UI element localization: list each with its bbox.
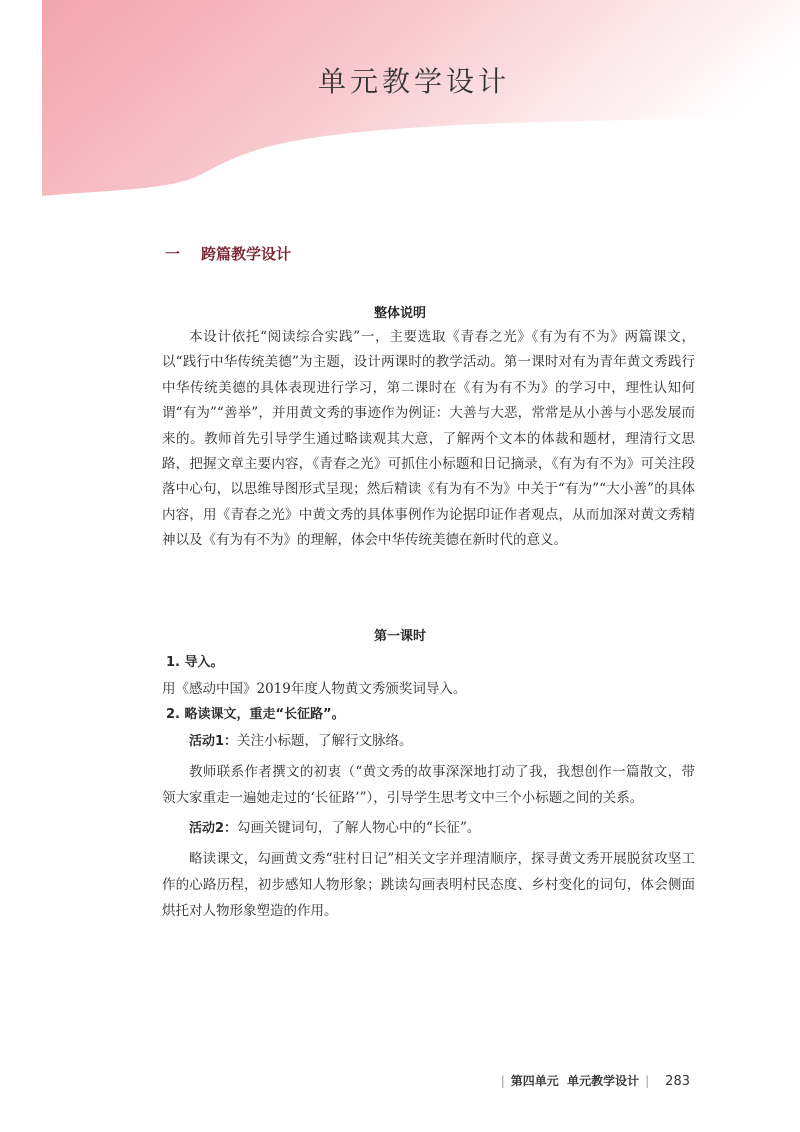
activity1-line: [162, 728, 695, 755]
activity2-paragraph: 略读课文，勾画黄文秀“驻村日记”相关文字并理清顺序，探寻黄文秀开展脱贫攻坚工作的心路历程，初步感知人物形象；跳读勾画表明村民态度、乡村变化的词句，体会侧面烘托对人物形象塑造的作用。: [162, 851, 695, 919]
activity1-text: 关注小标题，了解行文脉络。: [237, 733, 413, 749]
page-title: 单元教学设计: [317, 65, 510, 98]
header-banner: [0, 0, 800, 200]
step1-heading: 1. 导入。: [166, 655, 224, 670]
footer-divider: |: [500, 1074, 505, 1088]
section-title: 跨篇教学设计: [201, 245, 292, 263]
activity1-label: 活动1：: [189, 734, 238, 749]
activity2-label: 活动2：: [189, 821, 238, 836]
lesson1-content: [162, 650, 695, 928]
section-heading: [165, 243, 291, 264]
overview-title: 整体说明: [373, 306, 426, 321]
step2-heading: 2. 略读课文，重走“长征路”。: [166, 707, 345, 722]
section-number: 一: [165, 245, 181, 263]
footer-unit: 第四单元: [510, 1074, 559, 1088]
footer-divider: |: [645, 1074, 650, 1088]
overview-paragraph: [162, 325, 695, 554]
step1-text: 用《感动中国》2019年度人物黄文秀颁奖词导入。: [162, 681, 467, 697]
banner-shape: [0, 0, 800, 200]
page-number: 283: [665, 1074, 690, 1089]
activity1-paragraph: 教师联系作者撰文的初衷（“黄文秀的故事深深地打动了我，我想创作一篇散文，带领大家重走一遍她走过的‘长征路’”），引导学生思考文中三个小标题之间的关系。: [162, 764, 695, 806]
page-footer: [495, 1072, 690, 1089]
lesson1-title: 第一课时: [373, 629, 426, 644]
activity2-text: 勾画关键词句，了解人物心中的“长征”。: [237, 820, 481, 836]
footer-section: 单元教学设计: [567, 1074, 640, 1088]
activity2-line: [162, 815, 695, 842]
overview-text: 本设计依托“阅读综合实践”一，主要选取《青春之光》《有为有不为》两篇课文，以“践行中华传统美德”为主题，设计两课时的教学活动。第一课时对有为青年黄文秀践行中华传统美德的具体表现进行学习，第二课时在《有为有不为》的学习中，理性认知何谓“有为”“善举”，并用黄文秀的事迹作为例证：大善与大恶，常常是从小善与小恶发展而来的。教师首先引导学生通过略读观其大意，了解两个文本的体裁和题材，理清行文思路，把握文章主要内容，《青春之光》可抓住小标题和日记摘录，《有为有不为》可关注段落中心句，以思维导图形式呈现；然后精读《有为有不为》中关于“有为”“大小善”的具体内容，用《青春之光》中黄文秀的具体事例作为论据印证作者观点，从而加深对黄文秀精神以及《有为有不为》的理解，体会中华传统美德在新时代的意义。: [162, 329, 695, 549]
